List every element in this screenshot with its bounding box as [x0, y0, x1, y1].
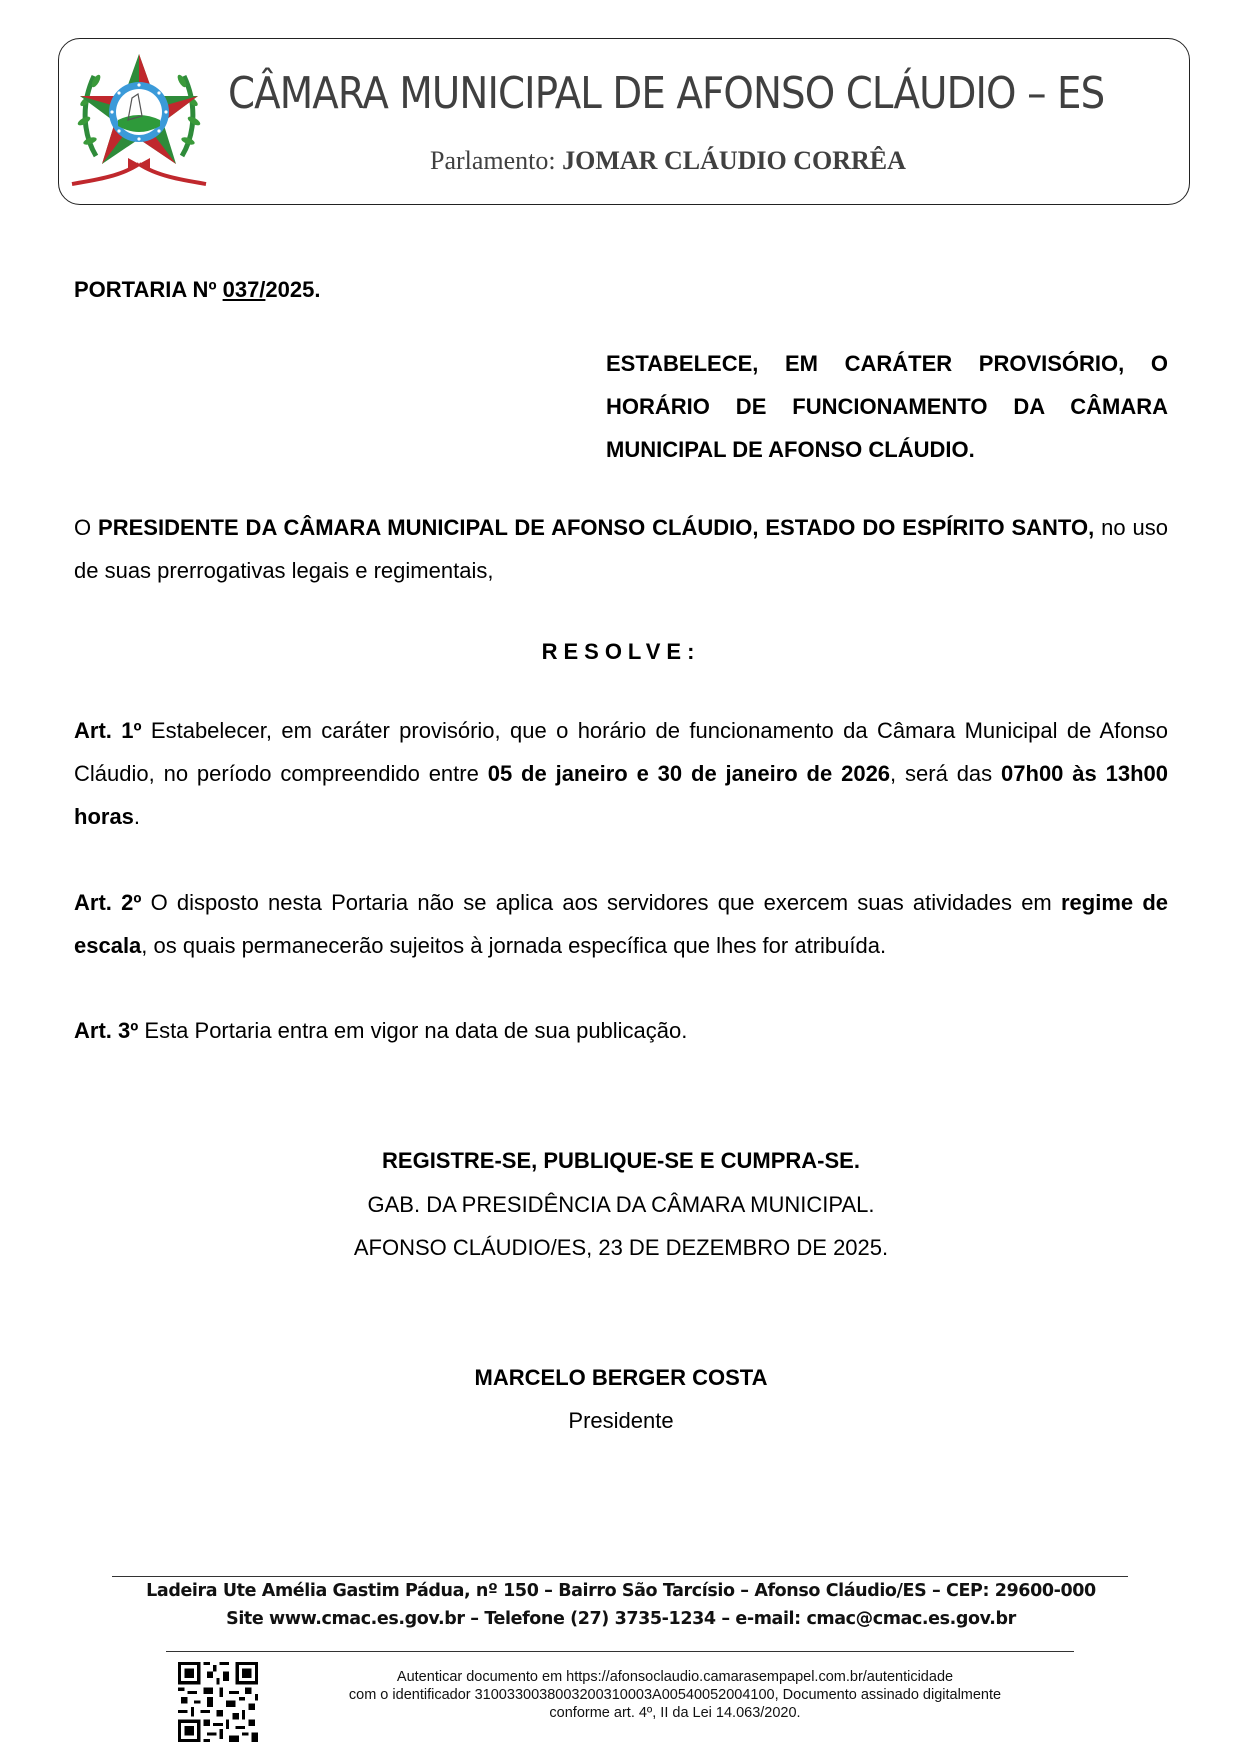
portaria-year: 2025.	[265, 277, 321, 302]
article-bold: 05 de janeiro e 30 de janeiro de 2026	[487, 761, 891, 786]
ementa-line: MUNICIPAL DE AFONSO CLÁUDIO.	[606, 437, 975, 462]
closing-office: GAB. DA PRESIDÊNCIA DA CÂMARA MUNICIPAL.	[367, 1192, 875, 1217]
auth-line: Autenticar documento em https://afonsoclaudio.camarasempapel.com.br/autenticidade	[396, 1669, 954, 1685]
footer-address: Ladeira Ute Amélia Gastim Pádua, nº 150 – Bairro São Tarcísio – Afonso Cláudio/ES – CEP: 29600-000	[146, 1581, 1096, 1601]
preamble-bold: PRESIDENTE DA CÂMARA MUNICIPAL DE AFONSO CLÁUDIO, ESTADO DO ESPÍRITO SANTO,	[98, 515, 1095, 540]
header-box	[58, 38, 1190, 205]
portaria-num: 037/	[222, 277, 266, 302]
article-label: Art. 2º	[74, 890, 142, 915]
article-label: Art. 1º	[74, 718, 142, 743]
preamble	[74, 506, 1168, 592]
article-text: Estabelecer, em caráter provisório, que o horário de funcionamento da Câmara Municipal de Afonso Cláudio, no período compreendido entre	[74, 718, 1168, 786]
ementa	[606, 342, 1168, 471]
preamble-rest: no uso de suas prerrogativas legais e regimentais,	[74, 515, 1168, 583]
preamble-lead: O	[74, 515, 99, 540]
footer-divider-2	[166, 1651, 1074, 1652]
portaria-number	[74, 268, 320, 311]
parlamento-name: JOMAR CLÁUDIO CORRÊA	[562, 146, 906, 175]
auth-line: com o identificador 3100330038003200310003A00540052004100, Documento assinado digitalmente	[348, 1687, 1002, 1703]
article-2	[74, 881, 1168, 967]
ementa-line: ESTABELECE, EM CARÁTER PROVISÓRIO, O	[606, 351, 1168, 376]
article-bold: 07h00 às 13h00 horas	[74, 761, 1168, 829]
article-text: Esta Portaria entra em vigor na data de sua publicação.	[138, 1018, 688, 1043]
auth-line: conforme art. 4º, II da Lei 14.063/2020.	[549, 1705, 801, 1721]
article-1	[74, 709, 1168, 838]
article-text: .	[133, 804, 141, 829]
article-text: , os quais permanecerão sujeitos à jornada específica que lhes for atribuída.	[141, 933, 887, 958]
article-text: O disposto nesta Portaria não se aplica aos servidores que exercem suas atividades em	[141, 890, 1061, 915]
portaria-prefix: PORTARIA Nº	[74, 277, 223, 302]
parlamento-line	[430, 146, 906, 176]
authentication-note	[290, 1668, 1060, 1722]
resolve-heading: RESOLVE:	[541, 639, 701, 664]
article-bold: regime de escala	[74, 890, 1168, 958]
parlamento-label: Parlamento:	[430, 146, 556, 175]
coat-of-arms-icon	[66, 46, 212, 192]
closing-date: AFONSO CLÁUDIO/ES, 23 DE DEZEMBRO DE 2025.	[353, 1235, 889, 1260]
article-text: , será das	[890, 761, 1002, 786]
ementa-line: HORÁRIO DE FUNCIONAMENTO DA CÂMARA	[606, 394, 1168, 419]
article-3	[74, 1009, 1168, 1052]
footer-contact: Site www.cmac.es.gov.br – Telefone (27) 3735-1234 – e-mail: cmac@cmac.es.gov.br	[226, 1609, 1016, 1629]
footer-divider	[112, 1576, 1128, 1577]
closing-register: REGISTRE-SE, PUBLIQUE-SE E CUMPRA-SE.	[382, 1148, 860, 1173]
article-label: Art. 3º	[74, 1018, 139, 1043]
signatory-name: MARCELO BERGER COSTA	[474, 1365, 768, 1390]
page-title: CÂMARA MUNICIPAL DE AFONSO CLÁUDIO – ES	[228, 68, 1105, 119]
signatory-role: Presidente	[568, 1408, 674, 1433]
qr-code-icon[interactable]	[178, 1662, 258, 1742]
